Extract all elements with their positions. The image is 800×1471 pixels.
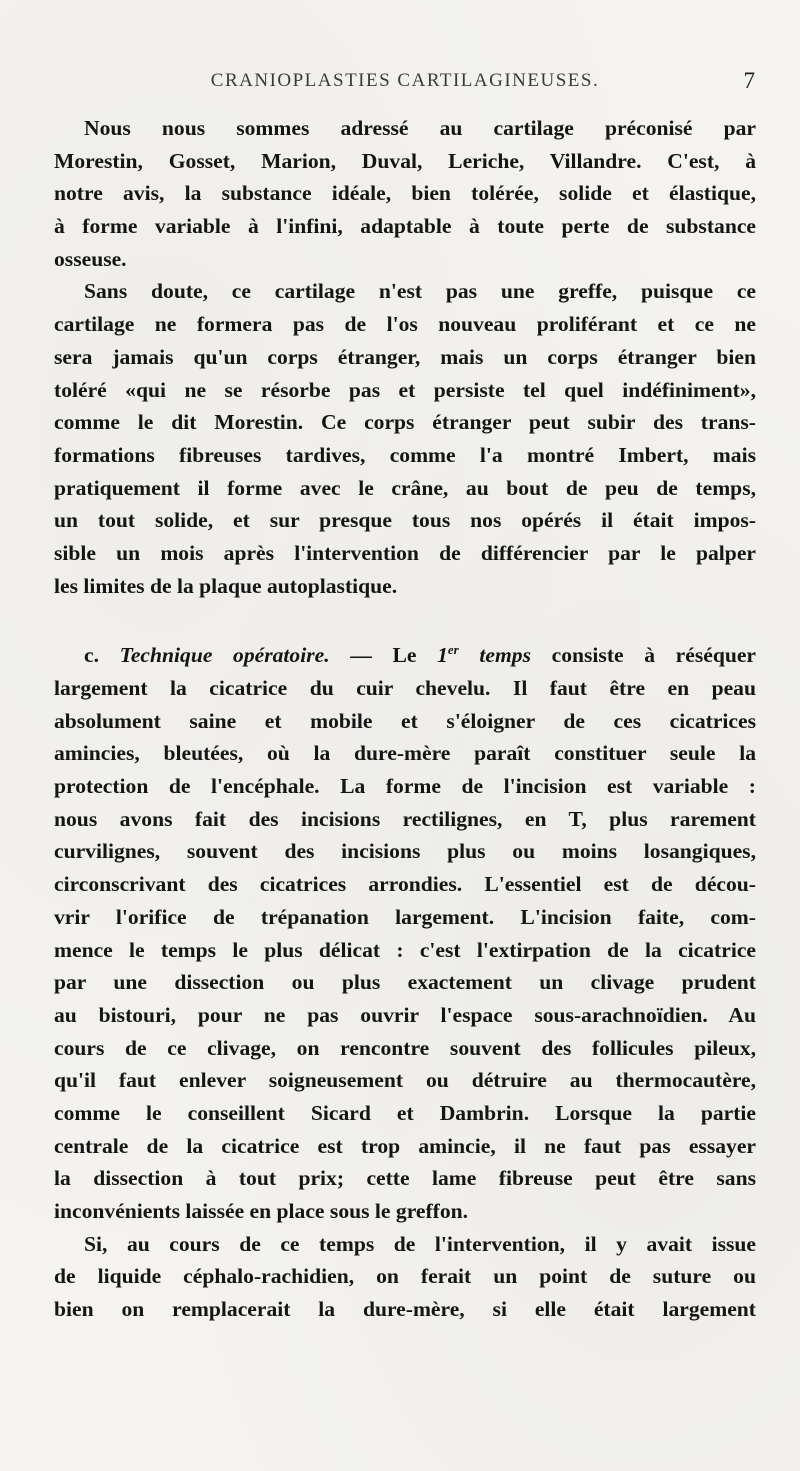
text-line: comme le dit Morestin. Ce corps étranger peut subir des trans-	[54, 410, 756, 435]
text-line: qu'il faut enlever soigneusement ou détruire au thermocautère,	[54, 1068, 756, 1093]
text-segment: — Le	[329, 643, 438, 668]
text-segment: 1	[437, 643, 448, 668]
text-line: un tout solide, et sur presque tous nos opérés il était impos-	[54, 508, 756, 533]
text-line: à forme variable à l'infini, adaptable à toute perte de substance	[54, 214, 756, 239]
text-line: nous avons fait des incisions rectilignes, en T, plus rarement	[54, 806, 756, 831]
text-line: les limites de la plaque autoplastique.	[54, 573, 398, 598]
text-line: inconvénients laissée en place sous le greffon.	[54, 1199, 469, 1223]
paragraph-gap	[54, 602, 756, 639]
text-segment: er	[447, 642, 459, 658]
text-line: Nous nous sommes adressé au cartilage préconisé par	[84, 116, 756, 140]
text-line: formations fibreuses tardives, comme l'a montré Imbert, mais	[54, 442, 756, 467]
text-line: osseuse.	[54, 246, 127, 271]
text-line: comme le conseillent Sicard et Dambrin. Lorsque la partie	[54, 1100, 756, 1125]
text-line: centrale de la cicatrice est trop amincie, il ne faut pas essayer	[54, 1133, 756, 1158]
text-line: absolument saine et mobile et s'éloigner de ces cicatrices	[54, 708, 756, 733]
text-segment: temps	[479, 643, 531, 668]
text-line: cours de ce clivage, on rencontre souvent des follicules pileux,	[54, 1035, 756, 1060]
page-number: 7	[743, 68, 755, 93]
text-line: vrir l'orifice de trépanation largement. L'incision faite, com-	[54, 904, 756, 929]
text-line: bien on remplacerait la dure-mère, si elle était largement	[54, 1297, 756, 1322]
text-segment: consiste à réséquer	[530, 643, 756, 668]
running-head	[55, 66, 755, 102]
text-segment: c.	[84, 643, 120, 668]
text-line: pratiquement il forme avec le crâne, au bout de peu de temps,	[54, 475, 756, 500]
text-line: Si, au cours de ce temps de l'intervention, il y avait issue	[84, 1231, 756, 1256]
text-line: amincies, bleutées, où la dure-mère paraît constituer seule la	[54, 741, 756, 766]
text-line: protection de l'encéphale. La forme de l'incision est variable :	[54, 774, 756, 799]
text-line	[54, 639, 756, 672]
text-line: circonscrivant des cicatrices arrondies. L'essentiel est de décou-	[54, 872, 756, 897]
text-line: sible un mois après l'intervention de différencier par le palper	[54, 540, 756, 565]
text-line: au bistouri, pour ne pas ouvrir l'espace sous-arachnoïdien. Au	[54, 1002, 756, 1027]
body-text	[54, 112, 756, 1326]
text-segment	[459, 643, 480, 667]
text-line: largement la cicatrice du cuir chevelu. Il faut être en peau	[54, 676, 756, 700]
text-line: notre avis, la substance idéale, bien tolérée, solide et élastique,	[54, 181, 756, 206]
text-line: la dissection à tout prix; cette lame fibreuse peut être sans	[54, 1166, 756, 1191]
running-title: CRANIOPLASTIES CARTILAGINEUSES.	[210, 70, 600, 91]
text-line: Morestin, Gosset, Marion, Duval, Leriche, Villandre. C'est, à	[54, 148, 756, 173]
text-line: toléré «qui ne se résorbe pas et persiste tel quel indéfiniment»,	[54, 377, 756, 402]
text-line: sera jamais qu'un corps étranger, mais un corps étranger bien	[54, 344, 756, 369]
text-line: curvilignes, souvent des incisions plus ou moins losangiques,	[54, 839, 756, 864]
text-line: mence le temps le plus délicat : c'est l'extirpation de la cicatrice	[54, 937, 756, 962]
text-segment: Technique opératoire.	[119, 643, 330, 668]
text-line: Sans doute, ce cartilage n'est pas une greffe, puisque ce	[84, 279, 756, 304]
text-line: par une dissection ou plus exactement un clivage prudent	[54, 970, 756, 995]
text-line: cartilage ne formera pas de l'os nouveau proliférant et ce ne	[54, 312, 756, 337]
text-line: de liquide céphalo-rachidien, on ferait un point de suture ou	[54, 1264, 756, 1289]
